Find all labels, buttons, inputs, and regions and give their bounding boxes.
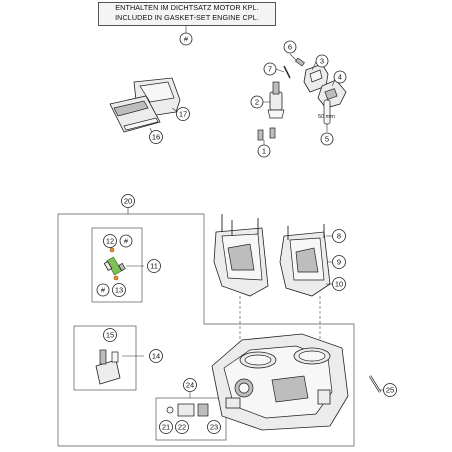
- callout-20: [122, 195, 135, 208]
- svg-text:#: #: [183, 34, 189, 44]
- svg-text:24: 24: [185, 380, 195, 390]
- callout-23: [208, 421, 221, 434]
- callout-hash-11b: [97, 284, 109, 296]
- part-1-screws: [258, 128, 275, 146]
- part-7-pin: [276, 66, 290, 78]
- svg-text:15: 15: [105, 330, 115, 340]
- svg-text:25: 25: [385, 385, 395, 395]
- dimension-text: 50 mm: [318, 114, 335, 120]
- svg-text:14: 14: [151, 351, 161, 361]
- callout-10: [333, 278, 346, 291]
- part-manifold-left: [214, 214, 268, 296]
- callout-16: [150, 131, 163, 144]
- svg-text:6: 6: [287, 42, 293, 52]
- callout-17: [177, 108, 190, 121]
- callout-14: [150, 350, 163, 363]
- callout-hash-note: [180, 33, 192, 45]
- part-24-small-parts: [167, 404, 208, 416]
- note-line-english: INCLUDED IN GASKET-SET ENGINE CPL.: [115, 13, 259, 22]
- callout-15: [104, 329, 117, 342]
- part-manifold-right: [280, 224, 330, 296]
- svg-text:5: 5: [324, 134, 330, 144]
- svg-text:1: 1: [261, 146, 267, 156]
- callout-25: [384, 384, 397, 397]
- callout-12: [104, 235, 117, 248]
- svg-text:13: 13: [114, 285, 124, 295]
- callout-24: [184, 379, 197, 392]
- svg-text:11: 11: [150, 261, 158, 271]
- part-11-injector: [104, 248, 144, 280]
- callout-6: [284, 41, 296, 53]
- svg-text:22: 22: [177, 422, 187, 432]
- callout-21: [160, 421, 173, 434]
- callout-hash-11a: [120, 235, 132, 247]
- callout-4: [334, 71, 346, 83]
- svg-text:#: #: [123, 236, 129, 246]
- callout-7: [264, 63, 276, 75]
- svg-text:10: 10: [334, 279, 344, 289]
- svg-text:9: 9: [336, 257, 342, 267]
- callout-2: [251, 96, 263, 108]
- svg-text:8: 8: [336, 231, 342, 241]
- callout-8: [333, 230, 346, 243]
- svg-text:20: 20: [123, 196, 133, 206]
- dimension-label: [318, 114, 335, 120]
- svg-text:21: 21: [161, 422, 171, 432]
- callout-1: [258, 145, 270, 157]
- callout-13: [113, 284, 126, 297]
- callout-3: [316, 55, 328, 67]
- note-line-german: ENTHALTEN IM DICHTSATZ MOTOR KPL.: [115, 3, 259, 12]
- svg-text:2: 2: [254, 97, 260, 107]
- svg-text:16: 16: [151, 132, 161, 142]
- svg-text:3: 3: [319, 56, 325, 66]
- svg-text:12: 12: [105, 236, 115, 246]
- part-throttle-body: [209, 334, 348, 432]
- svg-text:#: #: [100, 285, 106, 295]
- callout-22: [176, 421, 189, 434]
- svg-text:17: 17: [178, 109, 188, 119]
- callout-9: [333, 256, 346, 269]
- svg-text:7: 7: [267, 64, 273, 74]
- part-6-screw: [290, 54, 304, 66]
- part-14-sensor-assembly: [96, 350, 144, 384]
- callout-5: [321, 133, 333, 145]
- svg-text:23: 23: [209, 422, 219, 432]
- callout-11: [148, 260, 161, 273]
- svg-text:4: 4: [337, 72, 343, 82]
- part-2-pressure-sensor: [262, 82, 284, 118]
- part-25-rod: [370, 376, 384, 392]
